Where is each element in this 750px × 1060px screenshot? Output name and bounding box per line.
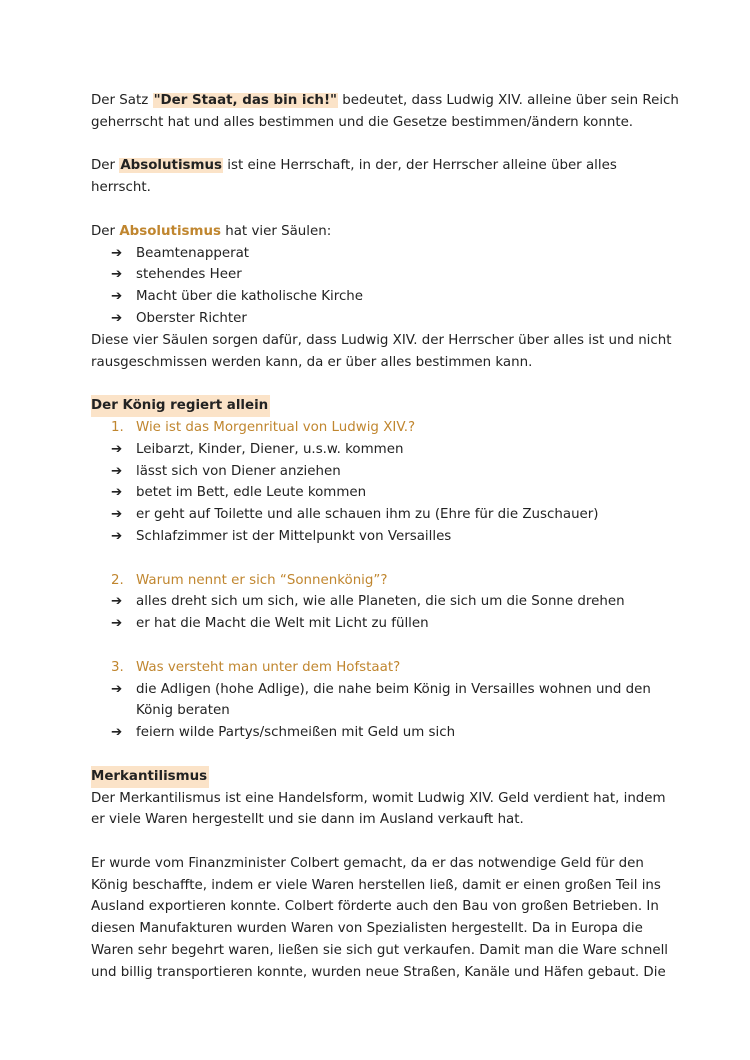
pillars-conclusion: Diese vier Säulen sorgen dafür, dass Ludwig XIV. der Herrscher über alles ist und nicht rausgeschmissen werden kann, da er über alles bestimmen kann. bbox=[91, 332, 672, 370]
list-item-text: Oberster Richter bbox=[136, 310, 247, 326]
list-item-text: feiern wilde Partys/schmeißen mit Geld um sich bbox=[136, 725, 456, 741]
list-item-text: Macht über die katholische Kirche bbox=[136, 289, 364, 305]
intro-prefix: Der Satz bbox=[91, 93, 153, 108]
list-item-text: lässt sich von Diener anziehen bbox=[136, 463, 341, 479]
absolutism-term-highlight: Absolutismus bbox=[120, 158, 222, 174]
list-item bbox=[91, 461, 680, 483]
section-heading-merkantilismus: Merkantilismus bbox=[91, 766, 209, 788]
list-item-text: er hat die Macht die Welt mit Licht zu füllen bbox=[136, 616, 429, 632]
absolutism-definition bbox=[91, 155, 680, 199]
absolutism-term-orange: Absolutismus bbox=[119, 223, 221, 239]
answers-1 bbox=[91, 439, 680, 548]
question-text: Was versteht man unter dem Hofstaat? bbox=[136, 659, 401, 675]
answers-2 bbox=[91, 591, 680, 635]
list-item bbox=[91, 504, 680, 526]
section-heading-king: Der König regiert allein bbox=[91, 395, 270, 417]
absolutism-def-prefix: Der bbox=[91, 158, 120, 174]
list-item-text: er geht auf Toilette und alle schauen ihm zu (Ehre für die Zuschauer) bbox=[136, 507, 599, 523]
question-text: Wie ist das Morgenritual von Ludwig XIV.? bbox=[136, 419, 416, 435]
list-item bbox=[91, 439, 680, 461]
arrow-icon: ➔ bbox=[111, 441, 123, 457]
list-item-text: stehendes Heer bbox=[136, 267, 242, 283]
list-item bbox=[91, 613, 680, 635]
list-item bbox=[91, 482, 680, 504]
list-item bbox=[91, 286, 680, 308]
pillars-list bbox=[91, 243, 680, 330]
question-3 bbox=[91, 657, 680, 679]
list-item bbox=[91, 722, 680, 744]
question-1 bbox=[91, 417, 680, 439]
pillars-prefix: Der bbox=[91, 223, 120, 239]
arrow-icon: ➔ bbox=[111, 507, 123, 523]
absolutism-def-suffix: ist eine Herrschaft, in der, der Herrscher alleine über alles herrscht. bbox=[91, 158, 617, 196]
arrow-icon: ➔ bbox=[111, 463, 123, 479]
pillars-intro bbox=[91, 221, 680, 243]
intro-suffix: bedeutet, dass Ludwig XIV. alleine über sein Reich geherrscht hat und alles bestimmen und die Gesetze bestimmen/ändern konnte. bbox=[91, 93, 679, 130]
pillars-suffix: hat vier Säulen: bbox=[220, 223, 332, 239]
question-text: Warum nennt er sich “Sonnenkönig”? bbox=[136, 572, 388, 588]
answers-3 bbox=[91, 679, 680, 744]
question-number: 1. bbox=[111, 419, 124, 435]
arrow-icon: ➔ bbox=[111, 245, 123, 261]
arrow-icon: ➔ bbox=[111, 594, 123, 610]
list-item-text: Leibarzt, Kinder, Diener, u.s.w. kommen bbox=[136, 441, 404, 457]
list-item-text: Schlafzimmer ist der Mittelpunkt von Versailles bbox=[136, 528, 452, 544]
question-2 bbox=[91, 570, 680, 592]
list-item-text: betet im Bett, edle Leute kommen bbox=[136, 485, 367, 501]
list-item-text: die Adligen (hohe Adlige), die nahe beim König in Versailles wohnen und den König beraten bbox=[136, 681, 651, 719]
arrow-icon: ➔ bbox=[111, 289, 123, 305]
list-item-text: Beamtenapperat bbox=[136, 245, 250, 261]
list-item bbox=[91, 526, 680, 548]
question-number: 3. bbox=[111, 659, 124, 675]
list-item bbox=[91, 264, 680, 286]
arrow-icon: ➔ bbox=[111, 681, 123, 697]
question-number: 2. bbox=[111, 572, 124, 588]
section-merk bbox=[91, 766, 680, 788]
arrow-icon: ➔ bbox=[111, 725, 123, 741]
list-item bbox=[91, 679, 680, 723]
intro-paragraph bbox=[91, 90, 680, 134]
section-king bbox=[91, 395, 680, 417]
merk-paragraph-1: Der Merkantilismus ist eine Handelsform, womit Ludwig XIV. Geld verdient hat, indem er viele Waren hergestellt und sie dann im Ausland verkauft hat. bbox=[91, 790, 666, 828]
list-item bbox=[91, 591, 680, 613]
list-item bbox=[91, 243, 680, 265]
arrow-icon: ➔ bbox=[111, 267, 123, 283]
arrow-icon: ➔ bbox=[111, 485, 123, 501]
list-item bbox=[91, 308, 680, 330]
intro-quote-highlight: "Der Staat, das bin ich!" bbox=[153, 93, 338, 108]
list-item-text: alles dreht sich um sich, wie alle Planeten, die sich um die Sonne drehen bbox=[136, 594, 625, 610]
merk-paragraph-2: Er wurde vom Finanzminister Colbert gemacht, da er das notwendige Geld für den König beschaffte, indem er viele Waren herstellen ließ, damit er einen großen Teil ins Ausland exportieren konnte. Colbert förderte auch den Bau von großen Betrieben. In diesen Manufakturen wurden Waren von Spezialisten hergestellt. Da in Europa die Waren sehr begehrt waren, ließen sie sich gut verkaufen. Damit man die Ware schnell und billig transportieren konnte, wurden neue Straßen, Kanäle und Häfen gebaut. Die bbox=[91, 855, 669, 980]
arrow-icon: ➔ bbox=[111, 528, 123, 544]
arrow-icon: ➔ bbox=[111, 616, 123, 632]
arrow-icon: ➔ bbox=[111, 310, 123, 326]
